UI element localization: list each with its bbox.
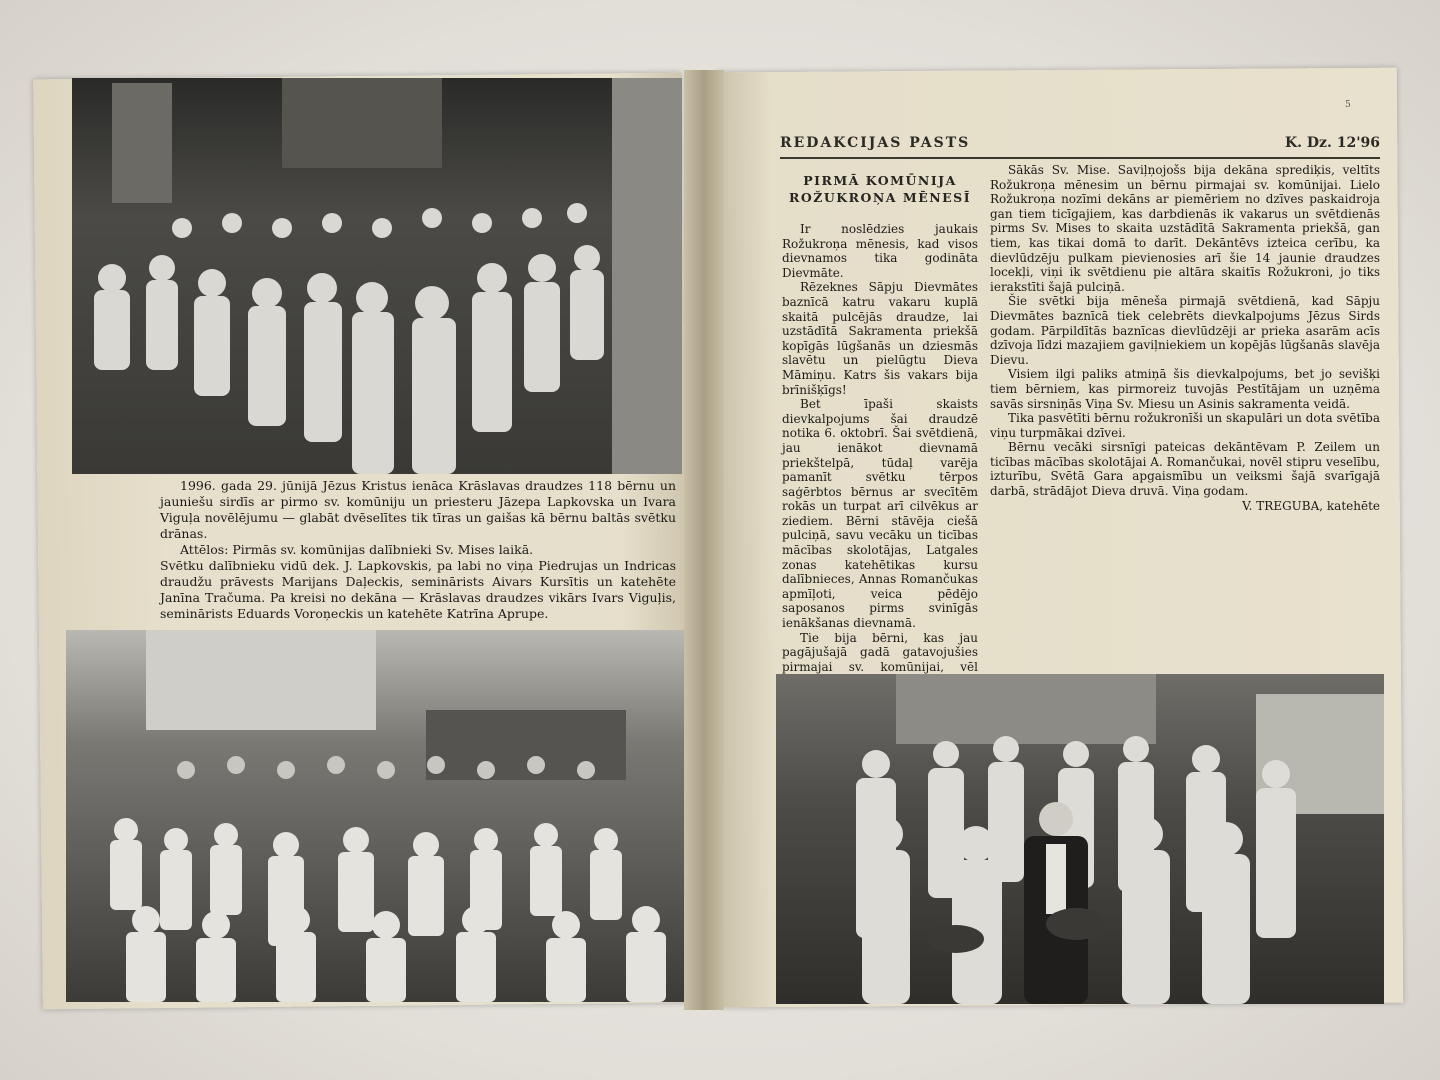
- magazine-spine: [684, 70, 724, 1010]
- communion-mass-photo: [72, 78, 682, 474]
- first-communion-children-photo: [776, 674, 1384, 1004]
- article-title-line: ROŽUKROŅA MĒNESĪ: [788, 190, 972, 205]
- article-paragraph: Šie svētki bija mēneša pirmajā svētdienā, kad Sāpju Dievmātes baznīcā tiek celebrēts dievkalpojums Jēzus Sirds godam. Pārpildītās baznīcas dievlūdzēji ar prieka asarām acīs dzīvoja līdzi mazajiem gaviļniekiem un kopējās lūgšanās slavēja Dievu.: [990, 294, 1380, 367]
- article-title-line: PIRMĀ KOMŪNIJA: [803, 173, 957, 188]
- article-paragraph: Sākās Sv. Mise. Saviļņojošs bija dekāna sprediķis, veltīts Rožukroņa mēnesim un bērnu pirmajai sv. komūnijai. Lielo Rožukroņa nozīmi dekāns ar piemēriem no dzīves paskaidroja gan tiem ticīgajiem, kas darbdienās ik vakarus un svētdienās pirms Sv. Mises to skaita uzstādītā Sakramenta priekšā, gan tiem, kas tikai domā to darīt. Dekāntēvs izteica cerību, ka dievlūdzēju pulkam pievienosies arī šie 14 jaunie draudzes locekļi, viņi ik svētdienu pie altāra skaitīs Rožukroni, jo tiks ierakstīti šajā pulciņā.: [990, 163, 1380, 294]
- issue-label: K. Dz. 12'96: [1284, 135, 1380, 151]
- article-paragraph: Ir noslēdzies jaukais Rožukroņa mēnesis, kad visos dievnamos tika godināta Dievmāte.: [782, 222, 978, 280]
- article-column-2: [990, 163, 1380, 513]
- caption-paragraph: Attēlos: Pirmās sv. komūnijas dalībnieki Sv. Mises laikā.: [180, 542, 534, 557]
- article-paragraph: Visiem ilgi paliks atmiņā šis dievkalpojums, bet jo sevišķi tiem bērniem, kas pirmoreiz tuvojās Pestītājam un uzņēma savās sirsniņās Viņa Sv. Miesu un Asinis sakramenta veidā.: [990, 367, 1380, 411]
- article-paragraph: Bet īpaši skaists dievkalpojums šai draudzē notika 6. oktobrī. Šai svētdienā, jau ienākot dievnamā priekštelpā, tūdaļ varēja pamanīt svētku tērpos saģērbtos bērnus ar svecītēm rokās un turpat arī cilvēkus ar ziediem. Bērni stāvēja ciešā pulciņā, savu vecāku un ticības mācības skolotājas, Latgales zonas katehētikas kursu dalībnieces, Annas Romančukas apmīļoti, veica pēdējo saposanos pirms svinīgās ienākšanas dievnamā.: [782, 397, 978, 631]
- caption-paragraph: Svētku dalībnieku vidū dek. J. Lapkovskis, pa labi no viņa Piedrujas un Indricas draudžu prāvests Marijans Daļeckis, seminārists Aivars Kursītis un katehēte Janīna Tračuma. Pa kreisi no dekāna — Krāslavas draudzes vikārs Ivars Viguļis, seminārists Eduards Voroņeckis un katehēte Katrīna Aprupe.: [160, 558, 676, 621]
- communion-group-photo: [66, 630, 684, 1002]
- article-paragraph: Rēzeknes Sāpju Dievmātes baznīcā katru vakaru kuplā skaitā pulcējās draudze, lai uzstādītā Sakramenta priekšā kopīgās lūgšanās un dziesmās slavētu un pielūgtu Dieva Māmiņu. Katrs šis vakars bija brīnišķīgs!: [782, 280, 978, 397]
- article-title: [780, 172, 980, 206]
- section-masthead: [780, 135, 1380, 159]
- section-title: REDAKCIJAS PASTS: [780, 135, 971, 151]
- author-signature: V. TREGUBA, katehēte: [1242, 498, 1380, 513]
- article-paragraph: Tika pasvētīti bērnu rožukronīši un skapulāri un dota svētība viņu turpmākai dzīvei.: [990, 411, 1380, 440]
- caption-paragraph: 1996. gada 29. jūnijā Jēzus Kristus ienāca Krāslavas draudzes 118 bērnu un jauniešu sirdīs ar pirmo sv. komūniju un priesteru Jāzepa Lapkovska un Ivara Viguļa novēlējumu — glabāt dvēselītes tik tīras un gaišas kā bērnu baltās svētku drānas.: [160, 478, 676, 541]
- photo-caption: [160, 478, 676, 622]
- article-paragraph: Bērnu vecāki sirsnīgi pateicas dekāntēvam P. Zeilem un ticības mācības skolotājai A. Romančukai, novēl stipru veselību, izturību, Svētā Gara apgaismību un veiksmi šajā svarīgajā darbā, strādājot Dieva druvā. Viņa godam.: [990, 440, 1380, 499]
- article-paragraph: Tie bija bērni, kas jau pagājušajā gadā gatavojušies pirmajai sv. komūnijai, vēl: [782, 630, 978, 674]
- page-number: 5: [1345, 100, 1351, 110]
